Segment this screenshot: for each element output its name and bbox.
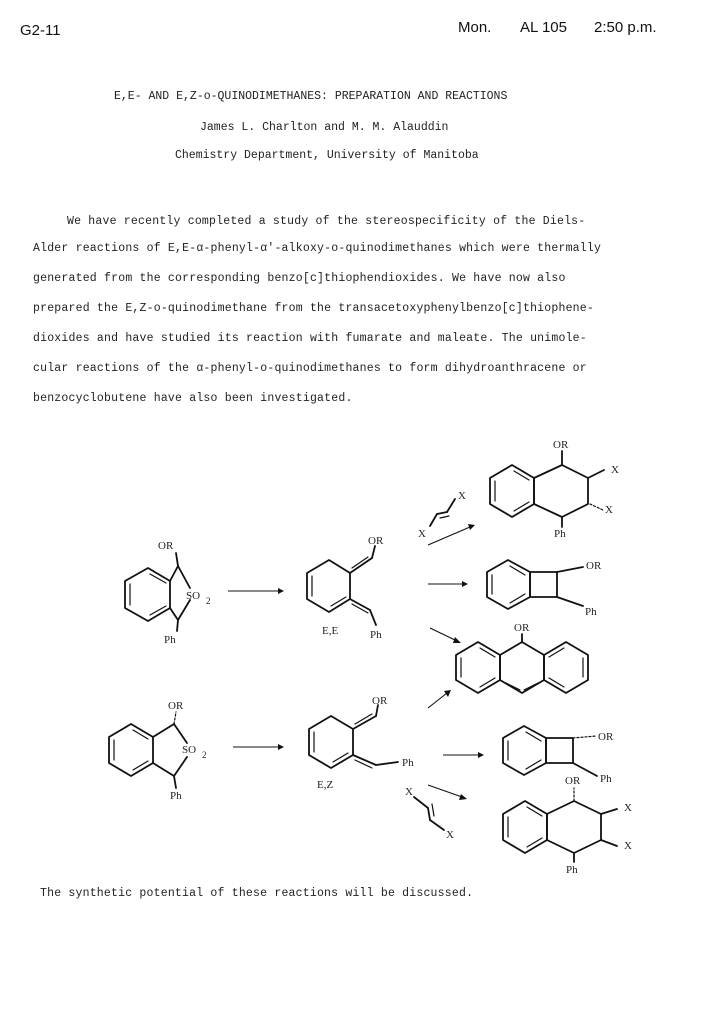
reaction-arrow (428, 785, 462, 797)
label-or: OR (514, 622, 530, 634)
label-x: X (605, 504, 613, 516)
product-dihydroanthracene (456, 622, 588, 693)
label-or: OR (368, 535, 384, 547)
label-ph: Ph (164, 634, 176, 646)
arrow-head (478, 752, 484, 758)
closing-sentence: The synthetic potential of these reactions will be discussed. (40, 887, 474, 900)
arrow-head (278, 588, 284, 594)
arrow-head (462, 581, 468, 587)
reaction-arrow (428, 693, 447, 708)
arrow-head (278, 744, 284, 750)
label-ph: Ph (600, 773, 612, 785)
paper-affiliation: Chemistry Department, University of Manitoba (175, 149, 479, 162)
session-code: G2-11 (20, 22, 61, 39)
paper-authors: James L. Charlton and M. M. Alauddin (200, 121, 449, 134)
reactant-ez-sulfone (109, 700, 207, 802)
session-time: 2:50 p.m. (594, 19, 657, 36)
product-benzocyclobutene-bottom (503, 726, 614, 785)
label-ph: Ph (170, 790, 182, 802)
label-subscript-2: 2 (202, 750, 207, 760)
reaction-arrow (430, 628, 455, 640)
arrow-head (468, 524, 475, 530)
label-or: OR (168, 700, 184, 712)
abstract-line: We have recently completed a study of the stereospecificity of the Diels- (67, 215, 586, 228)
label-or: OR (553, 439, 569, 451)
reaction-arrow (428, 527, 470, 545)
session-room: AL 105 (520, 19, 567, 36)
intermediate-ee-quinodimethane (307, 535, 384, 641)
label-x: X (405, 786, 413, 798)
session-day: Mon. (458, 19, 492, 36)
dienophile-top (418, 490, 466, 540)
label-ph: Ph (566, 864, 578, 876)
label-ez: E,Z (317, 779, 334, 791)
label-x: X (624, 840, 632, 852)
label-or: OR (372, 695, 388, 707)
abstract-line: benzocyclobutene have also been investigated. (33, 392, 353, 405)
reactant-ee-sulfone (125, 540, 211, 646)
label-so2: SO (186, 590, 201, 602)
label-ph: Ph (554, 528, 566, 540)
label-or: OR (598, 731, 614, 743)
abstract-line: generated from the corresponding benzo[c]thiophendioxides. We have now also (33, 272, 566, 285)
label-ee: E,E (322, 625, 339, 637)
label-ph: Ph (370, 629, 382, 641)
label-x: X (458, 490, 466, 502)
product-tetrahydronaphthalene-bottom (503, 775, 632, 876)
arrow-head (459, 794, 467, 800)
paper-title: E,E- AND E,Z-o-QUINODIMETHANES: PREPARATION AND REACTIONS (114, 90, 508, 103)
abstract-line: cular reactions of the α-phenyl-o-quinodimethanes to form dihydroanthracene or (33, 362, 587, 375)
dienophile-bottom (405, 786, 454, 841)
arrow-head (453, 637, 461, 643)
arrow-head (444, 690, 451, 697)
label-x: X (418, 528, 426, 540)
abstract-line: Alder reactions of E,E-α-phenyl-α'-alkoxy-o-quinodimethanes which were thermally (33, 242, 602, 255)
label-ph: Ph (585, 606, 597, 618)
label-so2: SO (182, 744, 197, 756)
label-x: X (611, 464, 619, 476)
intermediate-ez-quinodimethane (309, 695, 414, 791)
label-or: OR (158, 540, 174, 552)
label-x: X (446, 829, 454, 841)
label-or: OR (565, 775, 581, 787)
abstract-line: prepared the E,Z-o-quinodimethane from the transacetoxyphenylbenzo[c]thiophene- (33, 302, 594, 315)
label-or: OR (586, 560, 602, 572)
label-x: X (624, 802, 632, 814)
label-ph: Ph (402, 757, 414, 769)
label-subscript-2: 2 (206, 596, 211, 606)
product-benzocyclobutene-top (487, 560, 602, 618)
product-tetrahydronaphthalene-top (490, 439, 619, 540)
abstract-line: dioxides and have studied its reaction with fumarate and maleate. The unimole- (33, 332, 587, 345)
